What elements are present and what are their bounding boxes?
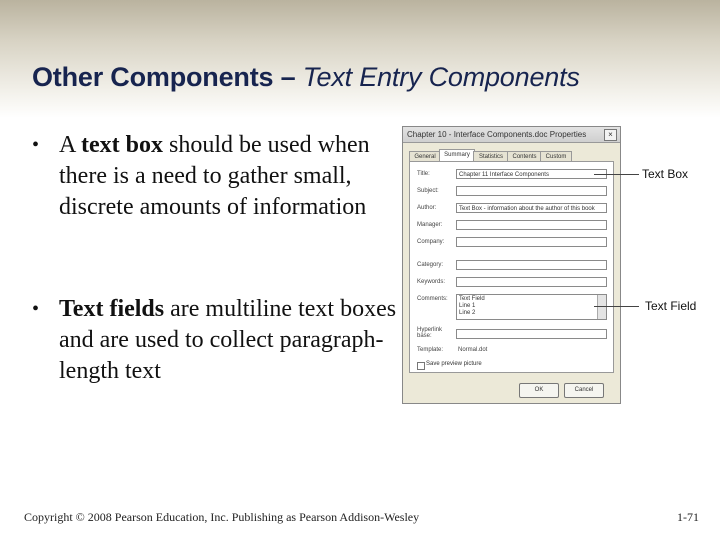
comments-line: Text Field (459, 296, 485, 302)
dialog-title-bar[interactable] (403, 127, 620, 143)
tab-summary[interactable]: Summary (439, 149, 475, 162)
hyperlink-base-field[interactable] (456, 329, 607, 339)
company-field[interactable] (456, 237, 607, 247)
text-field-callout-line (594, 306, 639, 307)
comments-scrollbar[interactable] (597, 295, 606, 319)
hyperlink-label-2: base: (417, 333, 432, 339)
bullet-dot: • (32, 298, 40, 320)
bullet-text: A text box should be used when there is a need to gather small, discrete amounts of information (59, 132, 370, 220)
title-main: Other Components – (32, 62, 303, 92)
field-label: Subject: (417, 188, 439, 194)
close-icon[interactable]: × (604, 129, 617, 141)
subject-field[interactable] (456, 186, 607, 196)
ok-button[interactable]: OK (519, 383, 559, 398)
text-field-callout: Text Field (645, 299, 697, 313)
keywords-field[interactable] (456, 277, 607, 287)
text-box-callout: Text Box (642, 167, 689, 181)
tab-general[interactable]: General (409, 151, 441, 162)
comments-line: Line 1 (459, 303, 476, 309)
title-field[interactable]: Chapter 11 Interface Components (456, 169, 607, 179)
tab-contents[interactable]: Contents (507, 151, 542, 162)
template-label: Template: (417, 347, 444, 353)
copyright-footer: Copyright © 2008 Pearson Education, Inc. Publishing as Pearson Addison-Wesley (24, 510, 420, 524)
tab-statistics[interactable]: Statistics (473, 151, 509, 162)
category-field[interactable] (456, 260, 607, 270)
field-label: Keywords: (417, 279, 446, 285)
author-field[interactable]: Text Box - information about the author of this book (456, 203, 607, 213)
summary-panel (409, 161, 614, 373)
field-label: Company: (417, 239, 445, 245)
title-band (0, 0, 720, 118)
comments-text-field[interactable] (456, 294, 607, 320)
field-label: Author: (417, 205, 437, 211)
cancel-button[interactable]: Cancel (564, 383, 604, 398)
template-value: Normal.dot (458, 347, 488, 353)
slide-title (32, 62, 580, 93)
text-box-callout-line (594, 174, 639, 175)
title-italic: Text Entry Components (302, 62, 580, 92)
save-preview-label: Save preview picture (426, 361, 482, 367)
page-number: 1-71 (677, 510, 699, 524)
hyperlink-label: Hyperlink (417, 327, 443, 333)
field-label: Manager: (417, 222, 443, 228)
comments-line: Line 2 (459, 310, 476, 316)
save-preview-checkbox[interactable] (417, 362, 425, 370)
properties-dialog (402, 126, 621, 404)
tab-custom[interactable]: Custom (540, 151, 572, 162)
bullet-dot: • (32, 134, 40, 156)
field-label: Title: (417, 171, 430, 177)
manager-field[interactable] (456, 220, 607, 230)
dialog-title: Chapter 10 - Interface Components.doc Properties (407, 130, 587, 139)
bullet-text: Text fields are multiline text boxes and are used to collect paragraph-length text (59, 296, 397, 384)
comments-label: Comments: (417, 296, 448, 302)
field-label: Category: (417, 262, 444, 268)
